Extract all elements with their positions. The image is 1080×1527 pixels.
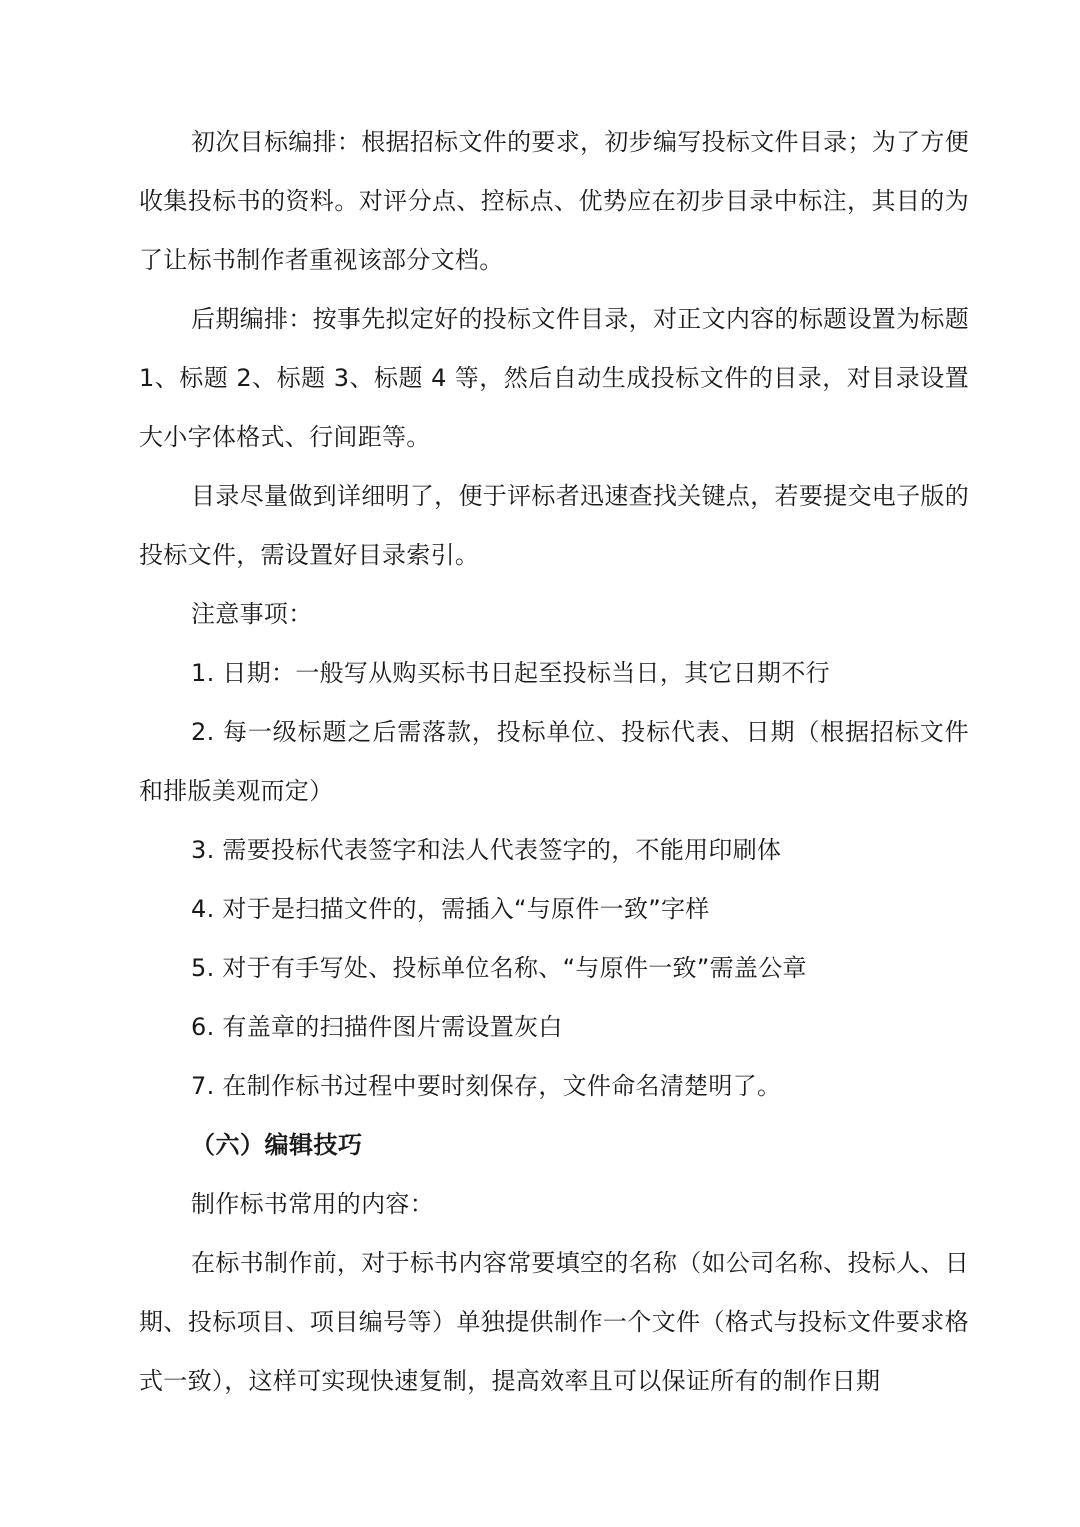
- note-item-4: 4. 对于是扫描文件的，需插入“与原件一致”字样: [191, 895, 710, 923]
- note-item-7: 7. 在制作标书过程中要时刻保存，文件命名清楚明了。: [191, 1072, 782, 1100]
- paragraph-common-content: 制作标书常用的内容：: [191, 1190, 434, 1218]
- note-item-5: 5. 对于有手写处、投标单位名称、“与原件一致”需盖公章: [191, 954, 807, 982]
- note-item-3: 3. 需要投标代表签字和法人代表签字的，不能用印刷体: [191, 836, 782, 864]
- paragraph-before-production: 在标书制作前，对于标书内容常要填空的名称（如公司名称、投标人、日期、投标项目、项目编号等）单独提供制作一个文件（格式与投标文件要求格式一致），这样可实现快速复制，提高效率且可以保证所有的制作日期: [139, 1249, 969, 1395]
- note-item-1: 1. 日期：一般写从购买标书日起至投标当日，其它日期不行: [191, 659, 830, 687]
- paragraph-initial-arrangement: 初次目标编排：根据招标文件的要求，初步编写投标文件目录；为了方便收集投标书的资料。对评分点、控标点、优势应在初步目录中标注，其目的为了让标书制作者重视该部分文档。: [139, 128, 969, 274]
- paragraph-toc-detail: 目录尽量做到详细明了，便于评标者迅速查找关键点，若要提交电子版的投标文件，需设置好目录索引。: [139, 482, 969, 569]
- note-item-6: 6. 有盖章的扫描件图片需设置灰白: [191, 1013, 563, 1041]
- section-heading-editing-tips: （六）编辑技巧: [191, 1131, 363, 1159]
- note-item-2: 2. 每一级标题之后需落款，投标单位、投标代表、日期（根据招标文件和排版美观而定）: [139, 718, 969, 805]
- paragraph-later-arrangement: 后期编排：按事先拟定好的投标文件目录，对正文内容的标题设置为标题 1、标题 2、标题 3、标题 4 等，然后自动生成投标文件的目录，对目录设置大小字体格式、行间距等。: [139, 305, 969, 451]
- document-body: [139, 113, 969, 1411]
- paragraph-notes-title: 注意事项：: [191, 600, 313, 628]
